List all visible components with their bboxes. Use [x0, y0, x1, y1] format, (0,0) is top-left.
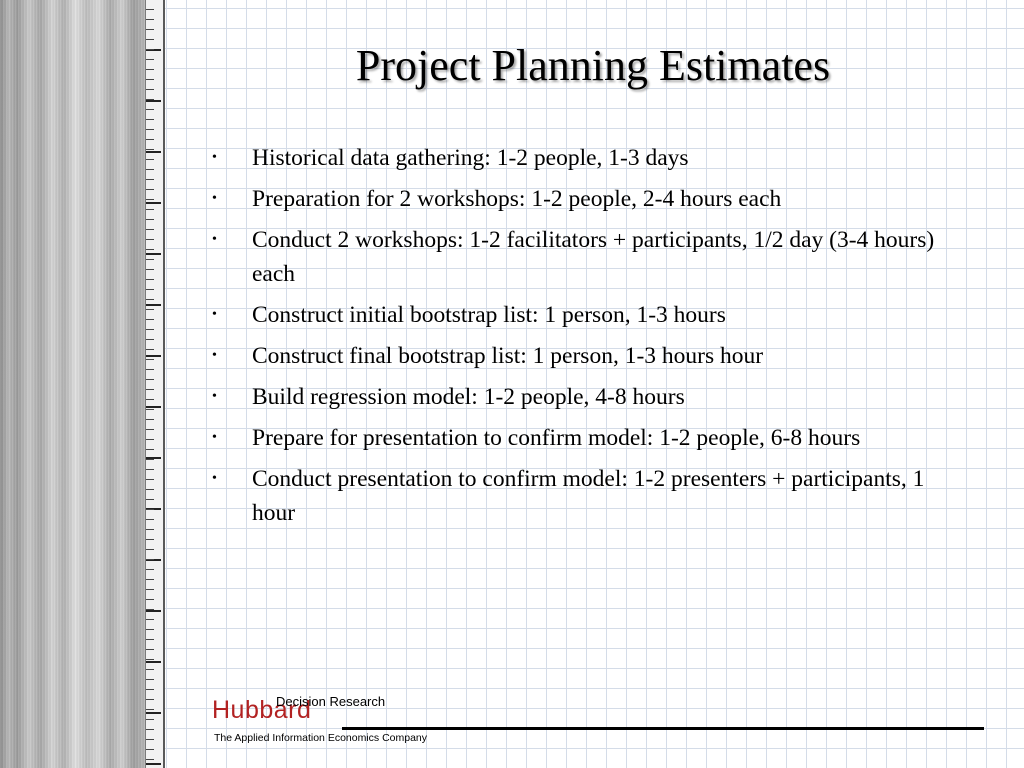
- ruler-strip: [145, 0, 165, 768]
- bullet-item: [210, 421, 960, 455]
- bullet-icon: •: [212, 307, 217, 322]
- company-logo: [212, 692, 992, 752]
- bullet-item: [210, 298, 960, 332]
- bullet-icon: •: [212, 389, 217, 404]
- bullet-item: [210, 380, 960, 414]
- bullet-item: [210, 141, 960, 175]
- bullet-icon: •: [212, 348, 217, 363]
- bullet-list: [210, 141, 960, 537]
- logo-subtitle: Decision Research: [276, 694, 386, 709]
- bullet-icon: •: [212, 471, 217, 486]
- bullet-text: Prepare for presentation to confirm model: 1-2 people, 6-8 hours: [252, 425, 861, 451]
- logo-divider: [342, 727, 984, 730]
- bullet-text: Build regression model: 1-2 people, 4-8 hours: [252, 384, 685, 410]
- bullet-item: [210, 339, 960, 373]
- bullet-icon: •: [212, 150, 217, 165]
- brushed-metal-panel: [0, 0, 145, 768]
- bullet-item: [210, 223, 960, 291]
- bullet-icon: •: [212, 191, 217, 206]
- bullet-item: [210, 182, 960, 216]
- bullet-text: Conduct presentation to confirm model: 1-2 presenters + participants, 1 hour: [252, 466, 925, 526]
- logo-tagline: The Applied Information Economics Company: [214, 732, 428, 744]
- bullet-text: Construct final bootstrap list: 1 person, 1-3 hours hour: [252, 343, 764, 369]
- bullet-text: Construct initial bootstrap list: 1 person, 1-3 hours: [252, 302, 726, 328]
- bullet-text: Conduct 2 workshops: 1-2 facilitators + participants, 1/2 day (3-4 hours) each: [252, 227, 935, 287]
- bullet-text: Historical data gathering: 1-2 people, 1-3 days: [252, 145, 689, 171]
- bullet-text: Preparation for 2 workshops: 1-2 people, 2-4 hours each: [252, 186, 782, 212]
- bullet-item: [210, 462, 960, 530]
- logo-name: Hubbard: [212, 696, 312, 724]
- bullet-icon: •: [212, 430, 217, 445]
- bullet-icon: •: [212, 232, 217, 247]
- slide-title: Project Planning Estimates: [355, 41, 831, 90]
